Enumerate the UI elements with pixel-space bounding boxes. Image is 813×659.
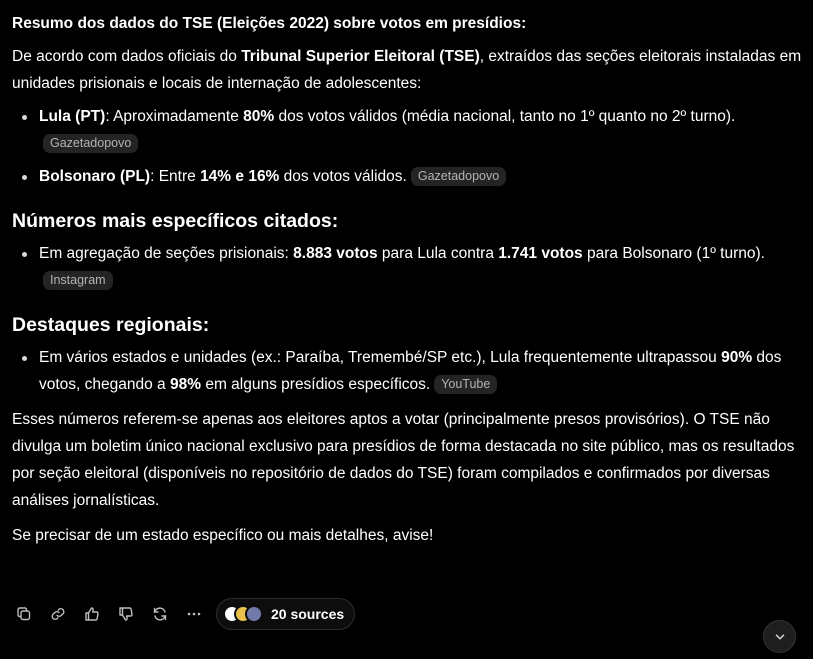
regional-text-end: em alguns presídios específicos. xyxy=(201,376,431,393)
regional-text-mid: dos votos, chegando a xyxy=(39,349,782,393)
lula-votes: 8.883 votos xyxy=(293,245,378,262)
thumbs-up-icon[interactable] xyxy=(78,600,106,628)
intro-text: De acordo com dados oficiais do xyxy=(12,48,242,65)
bolsonaro-votes: 1.741 votos xyxy=(498,245,583,262)
scroll-down-button[interactable] xyxy=(763,620,796,653)
closing-offer: Se precisar de um estado específico ou mais detalhes, avise! xyxy=(12,527,434,544)
sources-button[interactable] xyxy=(216,598,355,630)
list-item-lula xyxy=(12,103,802,157)
bolsonaro-text-end: dos votos válidos. xyxy=(279,168,407,185)
source-chip-gazetadopovo[interactable]: Gazetadopovo xyxy=(411,167,506,186)
tse-bold: Tribunal Superior Eleitoral (TSE) xyxy=(241,48,480,65)
lula-label: Lula (PT) xyxy=(39,108,106,125)
summary-title: Resumo dos dados do TSE (Eleições 2022) sobre votos em presídios: xyxy=(12,15,527,32)
regenerate-icon[interactable] xyxy=(146,600,174,628)
regional-percent-98: 98% xyxy=(170,376,202,393)
regional-list xyxy=(12,344,802,398)
lula-percent: 80% xyxy=(243,108,275,125)
source-chip-gazetadopovo[interactable]: Gazetadopovo xyxy=(43,134,138,153)
source-chip-youtube[interactable]: YouTube xyxy=(434,375,497,394)
copy-icon[interactable] xyxy=(10,600,38,628)
lula-text-end: dos votos válidos (média nacional, tanto no 1º quanto no 2º turno). xyxy=(274,108,736,125)
sources-label: 20 sources xyxy=(271,606,345,622)
lula-text: : Aproximadamente xyxy=(105,108,244,125)
source-chip-instagram[interactable]: Instagram xyxy=(43,271,113,290)
favicon-icon xyxy=(245,605,263,623)
bolsonaro-percent: 14% e 16% xyxy=(200,168,280,185)
section-heading-numbers: Números mais específicos citados: xyxy=(12,210,339,232)
more-icon[interactable] xyxy=(180,600,208,628)
response-content xyxy=(12,10,802,549)
intro-text-end: , extraídos das seções eleitorais instaladas em unidades prisionais e locais de internação de adolescentes: xyxy=(12,48,802,92)
aggregation-text-mid: para Lula contra xyxy=(377,245,499,262)
regional-text: Em vários estados e unidades (ex.: Paraíba, Tremembé/SP etc.), Lula frequentemente ultrapassou xyxy=(39,349,722,366)
list-item-aggregation xyxy=(12,240,802,294)
list-item-regional xyxy=(12,344,802,398)
thumbs-down-icon[interactable] xyxy=(112,600,140,628)
vote-share-list xyxy=(12,103,802,190)
response-toolbar xyxy=(10,598,355,630)
chevron-down-icon xyxy=(773,630,787,644)
aggregation-text: Em agregação de seções prisionais: xyxy=(39,245,294,262)
regional-percent-90: 90% xyxy=(721,349,753,366)
numbers-list xyxy=(12,240,802,294)
source-favicons xyxy=(223,605,263,623)
closing-paragraph: Esses números referem-se apenas aos eleitores aptos a votar (principalmente presos provisórios). O TSE não divulga um boletim único nacional exclusivo para presídios de forma destacada no site público, mas os resultados por seção eleitoral (disponíveis no repositório de dados do TSE) foram compilados e confirmados por diversas análises jornalísticas. xyxy=(12,411,795,509)
section-heading-regional: Destaques regionais: xyxy=(12,314,210,336)
aggregation-text-end: para Bolsonaro (1º turno). xyxy=(582,245,765,262)
bolsonaro-text: : Entre xyxy=(150,168,201,185)
link-icon[interactable] xyxy=(44,600,72,628)
bolsonaro-label: Bolsonaro (PL) xyxy=(39,168,151,185)
list-item-bolsonaro xyxy=(12,163,802,190)
intro-paragraph xyxy=(12,43,802,97)
